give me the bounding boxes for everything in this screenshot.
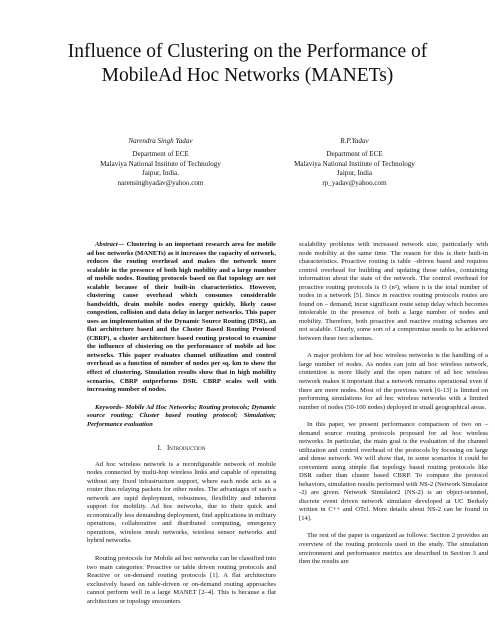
title-line-2: MobileAd Hoc Networks (MANETs) <box>101 65 394 86</box>
abstract-label: Abstract <box>95 241 118 248</box>
abstract <box>87 241 276 395</box>
author-name: R.P.Yadav <box>340 137 369 145</box>
section-title: Introduction <box>166 444 206 453</box>
section-number: I. <box>157 444 162 453</box>
author-institution: Malaviya National Institute of Technology <box>294 159 415 168</box>
author-name: Narendra Singh Yadav <box>128 137 193 145</box>
paragraph: The rest of the paper is organized as follows: Section 2 provides an overview of the routing protocols used in the study. The simulation environment and performance metrics are described in Section 3 and then the results are <box>299 532 488 566</box>
paragraph: In this paper, we present performance comparison of two on – demand source routing protocols proposed for ad hoc wireless networks. In particular, the main goal is the evaluation of the channel utilization and control overhead of the protocols by focusing on large and dense network. We will show that, in some scenarios it could be convenient using simple flat topology based routing protocols like DSR rather than cluster based CBRP. To compare the protocol behaviors, simulation results performed with NS-2 (Network Simulator -2) are given. Network Simulator2 (NS-2) is an object-oriented, discrete event driven network simulator developed at UC Berkely written in C++ and OTcl. More details about NS-2 can be found in [14]. <box>299 421 488 522</box>
abstract-text: — Clustering is an important research area for mobile ad hoc networks (MANETs) as it increases the capacity of network, reduces the routing overhead and makes the network more scalable in the presence of both high mobility and a large number of mobile nodes. Routing protocols based on flat topology are not scalable because of their built-in characteristics. However, clustering cause overhead which consumes considerable bandwidth, drain mobile nodes energy quickly, likely cause congestion, collision and data delay in larger networks. This paper uses an implementation of the Dynamic Source Routing (DSR), an flat architecture based and the Cluster Based Routing Protocol (CBRP), a cluster architecture based routing protocol to examine the influence of clustering on the performance of mobile ad hoc networks. This paper evaluates channel utilization and control overhead as a function of number of nodes per sq. km to show the effect of clustering. Simulation results show that in high mobility scenarios, CBRP outperforms DSR. CBRP scales well with increasing number of nodes. <box>87 241 276 394</box>
keywords: Keywords- Mobile Ad Hoc Networks; Routing protocols; Dynamic source routing; Cluster based routing protocol; Simulation; Performance evaluation <box>87 403 276 428</box>
title-line-1: Influence of Clustering on the Performance of <box>67 41 428 62</box>
author-institution: Malaviya National Institute of Technology <box>100 159 221 168</box>
author-city: Jaipur, India. <box>142 169 179 178</box>
author-email: rp_yadav@yahoo.com <box>322 178 387 187</box>
paper-title <box>0 40 495 88</box>
author-dept: Department of ECE <box>132 150 189 159</box>
section-heading <box>87 444 276 453</box>
left-column <box>87 241 276 606</box>
author-dept: Department of ECE <box>326 150 383 159</box>
author-city: Jaipur, India <box>336 169 373 178</box>
author-block-2 <box>267 137 442 188</box>
paragraph: Ad hoc wireless network is a reconfigurable network of mobile nodes connected by multi-hop wireless links and capable of operating without any fixed infrastructure support, where each node acts as a router thus relaying packets for other nodes. The advantages of such a network are rapid deployment, robustness, flexibility and inherent support for mobility. Ad hoc networks, due to their quick and economically less demanding deployment, find applications in military operations, collaborative and distributed computing, emergency operations, wireless mesh networks, wireless sensor networks and hybrid networks. <box>87 460 276 545</box>
paragraph: Routing protocols for Mobile ad hoc networks can be classified into two main categories: Proactive or table driven routing protocols and Reactive or on-demand routing protocols [1]. A flat architecture exclusively based on table-driven or on-demand routing approaches cannot perform well in a large MANET [2–4]. This is because a flat architecture or topology encounters <box>87 555 276 605</box>
author-block-1 <box>73 137 248 188</box>
paragraph: scalability problems with increased network size, particularly with node mobility at the same time. The reason for this is their built-in characteristics. Proactive routing is table –driven based and requires control overhead for building and updating those tables, containing information about the state of the network. The control overhead for proactive routing protocols is O (n²), where n is the total number of nodes in a network [5]. Since in reactive routing protocols routes are found on – demand; incur significant route setup delay which becomes intolerable in the presence of both a large number of nodes and mobility. Therefore, both proactive and reactive routing schemes are not scalable. Clearly, some sort of a compromise needs to be achieved between these two schemes. <box>299 241 488 342</box>
author-email: narensinghyadav@yahoo.com <box>117 178 204 187</box>
paragraph: A major problem for ad hoc wireless networks is the handling of a large number of nodes. As nodes can join ad hoc wireless network, contention is more likely and the open nature of ad hoc wireless network makes it important that a network remains operational even if there are more nodes. Most of the previous work [6-13] is limited on performing simulations for ad hoc wireless networks with a limited number of nodes (50-100 nodes) deployed in small geographical areas. <box>299 352 488 411</box>
right-column <box>299 241 488 567</box>
